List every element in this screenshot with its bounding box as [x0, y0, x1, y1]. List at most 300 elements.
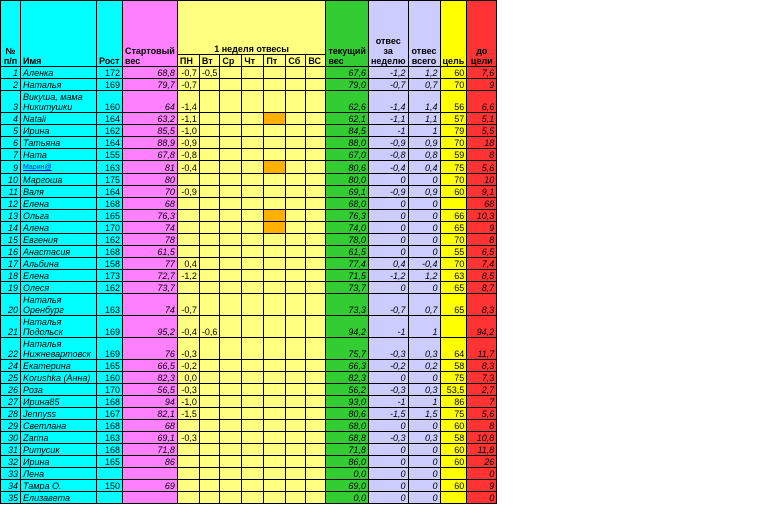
- day-cell[interactable]: [306, 149, 326, 161]
- table-row[interactable]: [1, 270, 497, 282]
- day-cell[interactable]: [242, 113, 264, 125]
- day-cell[interactable]: -1,2: [177, 270, 199, 282]
- goal-cell[interactable]: 60: [440, 444, 467, 456]
- day-cell[interactable]: [199, 234, 220, 246]
- goal-cell[interactable]: 70: [440, 258, 467, 270]
- day-cell[interactable]: [220, 384, 242, 396]
- day-cell[interactable]: [264, 113, 286, 125]
- day-cell[interactable]: [306, 67, 326, 79]
- day-cell[interactable]: [306, 420, 326, 432]
- day-cell[interactable]: [286, 338, 306, 360]
- day-cell[interactable]: [220, 222, 242, 234]
- day-cell[interactable]: -1,0: [177, 396, 199, 408]
- table-row[interactable]: [1, 174, 497, 186]
- day-cell[interactable]: [286, 258, 306, 270]
- table-row[interactable]: [1, 210, 497, 222]
- day-cell[interactable]: [264, 137, 286, 149]
- day-cell[interactable]: [220, 186, 242, 198]
- day-cell[interactable]: [199, 161, 220, 174]
- day-cell[interactable]: [306, 270, 326, 282]
- goal-cell[interactable]: 65: [440, 282, 467, 294]
- day-cell[interactable]: [264, 316, 286, 338]
- day-cell[interactable]: [199, 396, 220, 408]
- table-row[interactable]: [1, 316, 497, 338]
- day-cell[interactable]: [242, 186, 264, 198]
- day-cell[interactable]: [306, 234, 326, 246]
- table-row[interactable]: [1, 198, 497, 210]
- table-row[interactable]: [1, 79, 497, 91]
- day-cell[interactable]: [199, 420, 220, 432]
- day-cell[interactable]: [306, 408, 326, 420]
- table-row[interactable]: [1, 468, 497, 480]
- goal-cell[interactable]: 58: [440, 360, 467, 372]
- day-cell[interactable]: [242, 408, 264, 420]
- day-cell[interactable]: [264, 258, 286, 270]
- day-cell[interactable]: [306, 396, 326, 408]
- day-cell[interactable]: -0,3: [177, 432, 199, 444]
- day-cell[interactable]: [199, 456, 220, 468]
- goal-cell[interactable]: 70: [440, 137, 467, 149]
- day-cell[interactable]: [199, 270, 220, 282]
- day-cell[interactable]: [242, 492, 264, 504]
- day-cell[interactable]: [177, 246, 199, 258]
- day-cell[interactable]: [264, 360, 286, 372]
- day-cell[interactable]: [286, 444, 306, 456]
- day-cell[interactable]: [220, 432, 242, 444]
- day-cell[interactable]: [199, 492, 220, 504]
- table-row[interactable]: [1, 420, 497, 432]
- day-cell[interactable]: [264, 396, 286, 408]
- day-cell[interactable]: [242, 420, 264, 432]
- day-cell[interactable]: [220, 492, 242, 504]
- table-row[interactable]: [1, 137, 497, 149]
- day-cell[interactable]: [199, 282, 220, 294]
- day-cell[interactable]: [177, 234, 199, 246]
- day-cell[interactable]: [286, 316, 306, 338]
- day-cell[interactable]: [177, 480, 199, 492]
- day-cell[interactable]: [286, 67, 306, 79]
- table-row[interactable]: [1, 444, 497, 456]
- day-cell[interactable]: [220, 316, 242, 338]
- day-cell[interactable]: [199, 372, 220, 384]
- day-cell[interactable]: [286, 137, 306, 149]
- goal-cell[interactable]: [440, 492, 467, 504]
- day-cell[interactable]: [242, 174, 264, 186]
- day-cell[interactable]: [220, 67, 242, 79]
- day-cell[interactable]: [264, 234, 286, 246]
- day-cell[interactable]: [264, 149, 286, 161]
- day-cell[interactable]: [306, 79, 326, 91]
- goal-cell[interactable]: 86: [440, 396, 467, 408]
- day-cell[interactable]: -0,7: [177, 79, 199, 91]
- table-row[interactable]: [1, 125, 497, 137]
- day-cell[interactable]: [242, 125, 264, 137]
- goal-cell[interactable]: 75: [440, 161, 467, 174]
- day-cell[interactable]: [264, 294, 286, 316]
- day-cell[interactable]: [264, 210, 286, 222]
- day-cell[interactable]: [199, 125, 220, 137]
- goal-cell[interactable]: 53,5: [440, 384, 467, 396]
- table-row[interactable]: [1, 186, 497, 198]
- table-row[interactable]: [1, 456, 497, 468]
- table-row[interactable]: [1, 91, 497, 113]
- day-cell[interactable]: [264, 125, 286, 137]
- name-cell: Викуша, мама Никитушки: [21, 91, 97, 113]
- day-cell[interactable]: [264, 480, 286, 492]
- day-cell[interactable]: [242, 432, 264, 444]
- height-cell: 168: [97, 444, 123, 456]
- day-cell[interactable]: [264, 198, 286, 210]
- day-cell[interactable]: [242, 468, 264, 480]
- day-cell[interactable]: [286, 408, 306, 420]
- day-cell[interactable]: -0,3: [177, 338, 199, 360]
- day-cell[interactable]: [286, 360, 306, 372]
- goal-cell[interactable]: 60: [440, 480, 467, 492]
- day-cell[interactable]: [177, 282, 199, 294]
- day-cell[interactable]: [199, 186, 220, 198]
- day-cell[interactable]: [242, 258, 264, 270]
- day-cell[interactable]: [306, 210, 326, 222]
- day-cell[interactable]: 0,4: [177, 258, 199, 270]
- day-cell[interactable]: [264, 174, 286, 186]
- day-cell[interactable]: [220, 91, 242, 113]
- day-cell[interactable]: [177, 492, 199, 504]
- day-cell[interactable]: [242, 456, 264, 468]
- day-cell[interactable]: [264, 270, 286, 282]
- day-cell[interactable]: [199, 137, 220, 149]
- day-cell[interactable]: [306, 468, 326, 480]
- day-cell[interactable]: [242, 282, 264, 294]
- day-cell[interactable]: [220, 420, 242, 432]
- day-cell[interactable]: [220, 174, 242, 186]
- day-cell[interactable]: [286, 161, 306, 174]
- day-cell[interactable]: [220, 125, 242, 137]
- day-cell[interactable]: [242, 316, 264, 338]
- day-cell[interactable]: -1,5: [177, 408, 199, 420]
- day-cell[interactable]: [199, 246, 220, 258]
- goal-cell[interactable]: 60: [440, 186, 467, 198]
- day-cell[interactable]: [199, 222, 220, 234]
- day-cell[interactable]: [242, 396, 264, 408]
- day-cell[interactable]: [242, 360, 264, 372]
- goal-cell[interactable]: 75: [440, 372, 467, 384]
- table-row[interactable]: [1, 234, 497, 246]
- day-cell[interactable]: [286, 468, 306, 480]
- day-cell[interactable]: [306, 316, 326, 338]
- day-cell[interactable]: [306, 198, 326, 210]
- day-cell[interactable]: [264, 338, 286, 360]
- name-link[interactable]: Марин@: [23, 164, 52, 171]
- goal-cell[interactable]: 63: [440, 270, 467, 282]
- day-cell[interactable]: [242, 222, 264, 234]
- day-cell[interactable]: [199, 149, 220, 161]
- day-cell[interactable]: [306, 444, 326, 456]
- day-cell[interactable]: [306, 432, 326, 444]
- day-cell[interactable]: [306, 338, 326, 360]
- day-cell[interactable]: [286, 174, 306, 186]
- goal-cell[interactable]: 79: [440, 125, 467, 137]
- day-cell[interactable]: [306, 294, 326, 316]
- day-cell[interactable]: 0,0: [177, 372, 199, 384]
- day-cell[interactable]: [286, 384, 306, 396]
- day-cell[interactable]: [177, 174, 199, 186]
- day-cell[interactable]: [242, 210, 264, 222]
- day-cell[interactable]: [264, 161, 286, 174]
- day-cell[interactable]: [306, 480, 326, 492]
- table-row[interactable]: [1, 360, 497, 372]
- day-cell[interactable]: -0,8: [177, 149, 199, 161]
- day-cell[interactable]: [220, 456, 242, 468]
- day-cell[interactable]: [199, 113, 220, 125]
- day-cell[interactable]: [199, 79, 220, 91]
- day-cell[interactable]: [220, 161, 242, 174]
- day-cell[interactable]: [242, 234, 264, 246]
- day-cell[interactable]: [199, 198, 220, 210]
- table-row[interactable]: [1, 149, 497, 161]
- day-cell[interactable]: [306, 372, 326, 384]
- day-cell[interactable]: [264, 468, 286, 480]
- day-cell[interactable]: [306, 137, 326, 149]
- day-cell[interactable]: [220, 198, 242, 210]
- day-cell[interactable]: [177, 210, 199, 222]
- day-cell[interactable]: -1,0: [177, 125, 199, 137]
- day-cell[interactable]: [242, 338, 264, 360]
- day-cell[interactable]: [220, 396, 242, 408]
- goal-cell[interactable]: 60: [440, 456, 467, 468]
- goal-cell[interactable]: [440, 316, 467, 338]
- day-cell[interactable]: [242, 137, 264, 149]
- day-cell[interactable]: [286, 294, 306, 316]
- day-cell[interactable]: [199, 408, 220, 420]
- day-cell[interactable]: [177, 222, 199, 234]
- day-cell[interactable]: [286, 210, 306, 222]
- day-cell[interactable]: [242, 91, 264, 113]
- goal-cell[interactable]: 70: [440, 234, 467, 246]
- goal-cell[interactable]: 56: [440, 91, 467, 113]
- table-row[interactable]: [1, 282, 497, 294]
- day-cell[interactable]: [286, 246, 306, 258]
- day-cell[interactable]: [220, 360, 242, 372]
- goal-cell[interactable]: 60: [440, 420, 467, 432]
- day-cell[interactable]: [220, 246, 242, 258]
- day-cell[interactable]: [286, 270, 306, 282]
- goal-cell[interactable]: 60: [440, 67, 467, 79]
- day-cell[interactable]: [199, 258, 220, 270]
- day-cell[interactable]: [220, 270, 242, 282]
- table-row[interactable]: [1, 396, 497, 408]
- day-cell[interactable]: [220, 234, 242, 246]
- day-cell[interactable]: -1,1: [177, 113, 199, 125]
- day-cell[interactable]: [286, 420, 306, 432]
- day-cell[interactable]: [286, 91, 306, 113]
- day-cell[interactable]: [264, 372, 286, 384]
- day-cell[interactable]: [199, 210, 220, 222]
- table-row[interactable]: [1, 258, 497, 270]
- day-cell[interactable]: [306, 282, 326, 294]
- day-cell[interactable]: [199, 360, 220, 372]
- day-cell[interactable]: -1,4: [177, 91, 199, 113]
- day-cell[interactable]: [220, 444, 242, 456]
- day-cell[interactable]: [306, 222, 326, 234]
- day-cell[interactable]: [199, 384, 220, 396]
- day-cell[interactable]: [264, 384, 286, 396]
- day-cell[interactable]: [242, 444, 264, 456]
- day-cell[interactable]: [242, 294, 264, 316]
- day-cell[interactable]: [286, 186, 306, 198]
- day-cell[interactable]: [242, 246, 264, 258]
- day-cell[interactable]: [286, 396, 306, 408]
- day-cell[interactable]: [242, 384, 264, 396]
- table-row[interactable]: [1, 384, 497, 396]
- day-cell[interactable]: [220, 408, 242, 420]
- day-cell[interactable]: [264, 79, 286, 91]
- day-cell[interactable]: -0,3: [177, 384, 199, 396]
- day-cell[interactable]: [286, 492, 306, 504]
- goal-cell[interactable]: 70: [440, 174, 467, 186]
- table-row[interactable]: [1, 67, 497, 79]
- day-cell[interactable]: [177, 198, 199, 210]
- day-cell[interactable]: [286, 113, 306, 125]
- day-cell[interactable]: [306, 113, 326, 125]
- table-row[interactable]: [1, 222, 497, 234]
- day-cell[interactable]: [242, 372, 264, 384]
- day-cell[interactable]: [199, 91, 220, 113]
- day-cell[interactable]: [220, 113, 242, 125]
- day-cell[interactable]: [286, 432, 306, 444]
- day-cell[interactable]: -0,9: [177, 137, 199, 149]
- day-cell[interactable]: [306, 456, 326, 468]
- day-cell[interactable]: [306, 174, 326, 186]
- day-cell[interactable]: [264, 420, 286, 432]
- day-cell[interactable]: [199, 468, 220, 480]
- day-cell[interactable]: [177, 444, 199, 456]
- day-cell[interactable]: [177, 420, 199, 432]
- table-row[interactable]: [1, 161, 497, 174]
- day-cell[interactable]: [264, 282, 286, 294]
- day-cell[interactable]: [264, 456, 286, 468]
- day-cell[interactable]: [286, 125, 306, 137]
- day-cell[interactable]: [220, 294, 242, 316]
- day-cell[interactable]: [220, 480, 242, 492]
- goal-cell[interactable]: 65: [440, 222, 467, 234]
- day-cell[interactable]: [177, 456, 199, 468]
- day-cell[interactable]: [242, 161, 264, 174]
- day-cell[interactable]: [220, 468, 242, 480]
- day-cell[interactable]: [264, 444, 286, 456]
- goal-cell[interactable]: 59: [440, 149, 467, 161]
- day-cell[interactable]: [220, 372, 242, 384]
- day-cell[interactable]: [306, 492, 326, 504]
- day-cell[interactable]: [286, 198, 306, 210]
- table-row[interactable]: [1, 372, 497, 384]
- goal-cell[interactable]: 65: [440, 294, 467, 316]
- table-row[interactable]: [1, 113, 497, 125]
- day-cell[interactable]: [220, 258, 242, 270]
- day-cell[interactable]: [242, 270, 264, 282]
- day-cell[interactable]: [264, 67, 286, 79]
- day-cell[interactable]: [220, 338, 242, 360]
- day-cell[interactable]: [242, 149, 264, 161]
- day-cell[interactable]: [306, 246, 326, 258]
- goal-cell[interactable]: 70: [440, 79, 467, 91]
- day-cell[interactable]: -0,7: [177, 67, 199, 79]
- day-cell[interactable]: -0,5: [199, 67, 220, 79]
- table-row[interactable]: [1, 294, 497, 316]
- day-cell[interactable]: [220, 79, 242, 91]
- table-row[interactable]: [1, 492, 497, 504]
- day-cell[interactable]: [306, 186, 326, 198]
- day-cell[interactable]: -0,4: [177, 316, 199, 338]
- goal-cell[interactable]: 55: [440, 246, 467, 258]
- goal-cell[interactable]: [440, 198, 467, 210]
- day-cell[interactable]: [264, 432, 286, 444]
- day-cell[interactable]: -0,7: [177, 294, 199, 316]
- day-cell[interactable]: [220, 137, 242, 149]
- day-cell[interactable]: [264, 408, 286, 420]
- goal-cell[interactable]: 64: [440, 338, 467, 360]
- goal-cell[interactable]: 57: [440, 113, 467, 125]
- day-cell[interactable]: [264, 186, 286, 198]
- day-cell[interactable]: [199, 444, 220, 456]
- day-cell[interactable]: [199, 432, 220, 444]
- day-cell[interactable]: [286, 149, 306, 161]
- day-cell[interactable]: [264, 222, 286, 234]
- goal-cell[interactable]: [440, 468, 467, 480]
- day-cell[interactable]: [242, 79, 264, 91]
- day-cell[interactable]: [264, 91, 286, 113]
- goal-cell[interactable]: 66: [440, 210, 467, 222]
- day-cell[interactable]: [242, 198, 264, 210]
- day-cell[interactable]: [264, 246, 286, 258]
- day-cell[interactable]: [286, 282, 306, 294]
- day-cell[interactable]: [286, 222, 306, 234]
- day-cell[interactable]: [199, 294, 220, 316]
- table-row[interactable]: [1, 246, 497, 258]
- table-row[interactable]: [1, 408, 497, 420]
- day-cell[interactable]: [242, 67, 264, 79]
- day-cell[interactable]: -0,4: [177, 161, 199, 174]
- day-cell[interactable]: [286, 372, 306, 384]
- day-cell[interactable]: [199, 338, 220, 360]
- day-cell[interactable]: -0,9: [177, 186, 199, 198]
- day-cell[interactable]: [220, 149, 242, 161]
- day-cell[interactable]: -0,2: [177, 360, 199, 372]
- table-row[interactable]: [1, 338, 497, 360]
- day-cell[interactable]: [264, 492, 286, 504]
- day-cell[interactable]: [306, 360, 326, 372]
- day-cell[interactable]: [220, 210, 242, 222]
- day-cell[interactable]: [220, 282, 242, 294]
- day-cell[interactable]: [306, 384, 326, 396]
- table-row[interactable]: [1, 432, 497, 444]
- day-cell[interactable]: [286, 79, 306, 91]
- day-cell[interactable]: [242, 480, 264, 492]
- day-cell[interactable]: [306, 258, 326, 270]
- day-cell[interactable]: [286, 234, 306, 246]
- day-cell[interactable]: [199, 174, 220, 186]
- goal-cell[interactable]: 75: [440, 408, 467, 420]
- day-cell[interactable]: [177, 468, 199, 480]
- day-cell[interactable]: [286, 456, 306, 468]
- day-cell[interactable]: -0,6: [199, 316, 220, 338]
- day-cell[interactable]: [306, 125, 326, 137]
- day-cell[interactable]: [306, 91, 326, 113]
- table-row[interactable]: [1, 480, 497, 492]
- day-cell[interactable]: [286, 480, 306, 492]
- day-cell[interactable]: [199, 480, 220, 492]
- day-cell[interactable]: [306, 161, 326, 174]
- goal-cell[interactable]: 58: [440, 432, 467, 444]
